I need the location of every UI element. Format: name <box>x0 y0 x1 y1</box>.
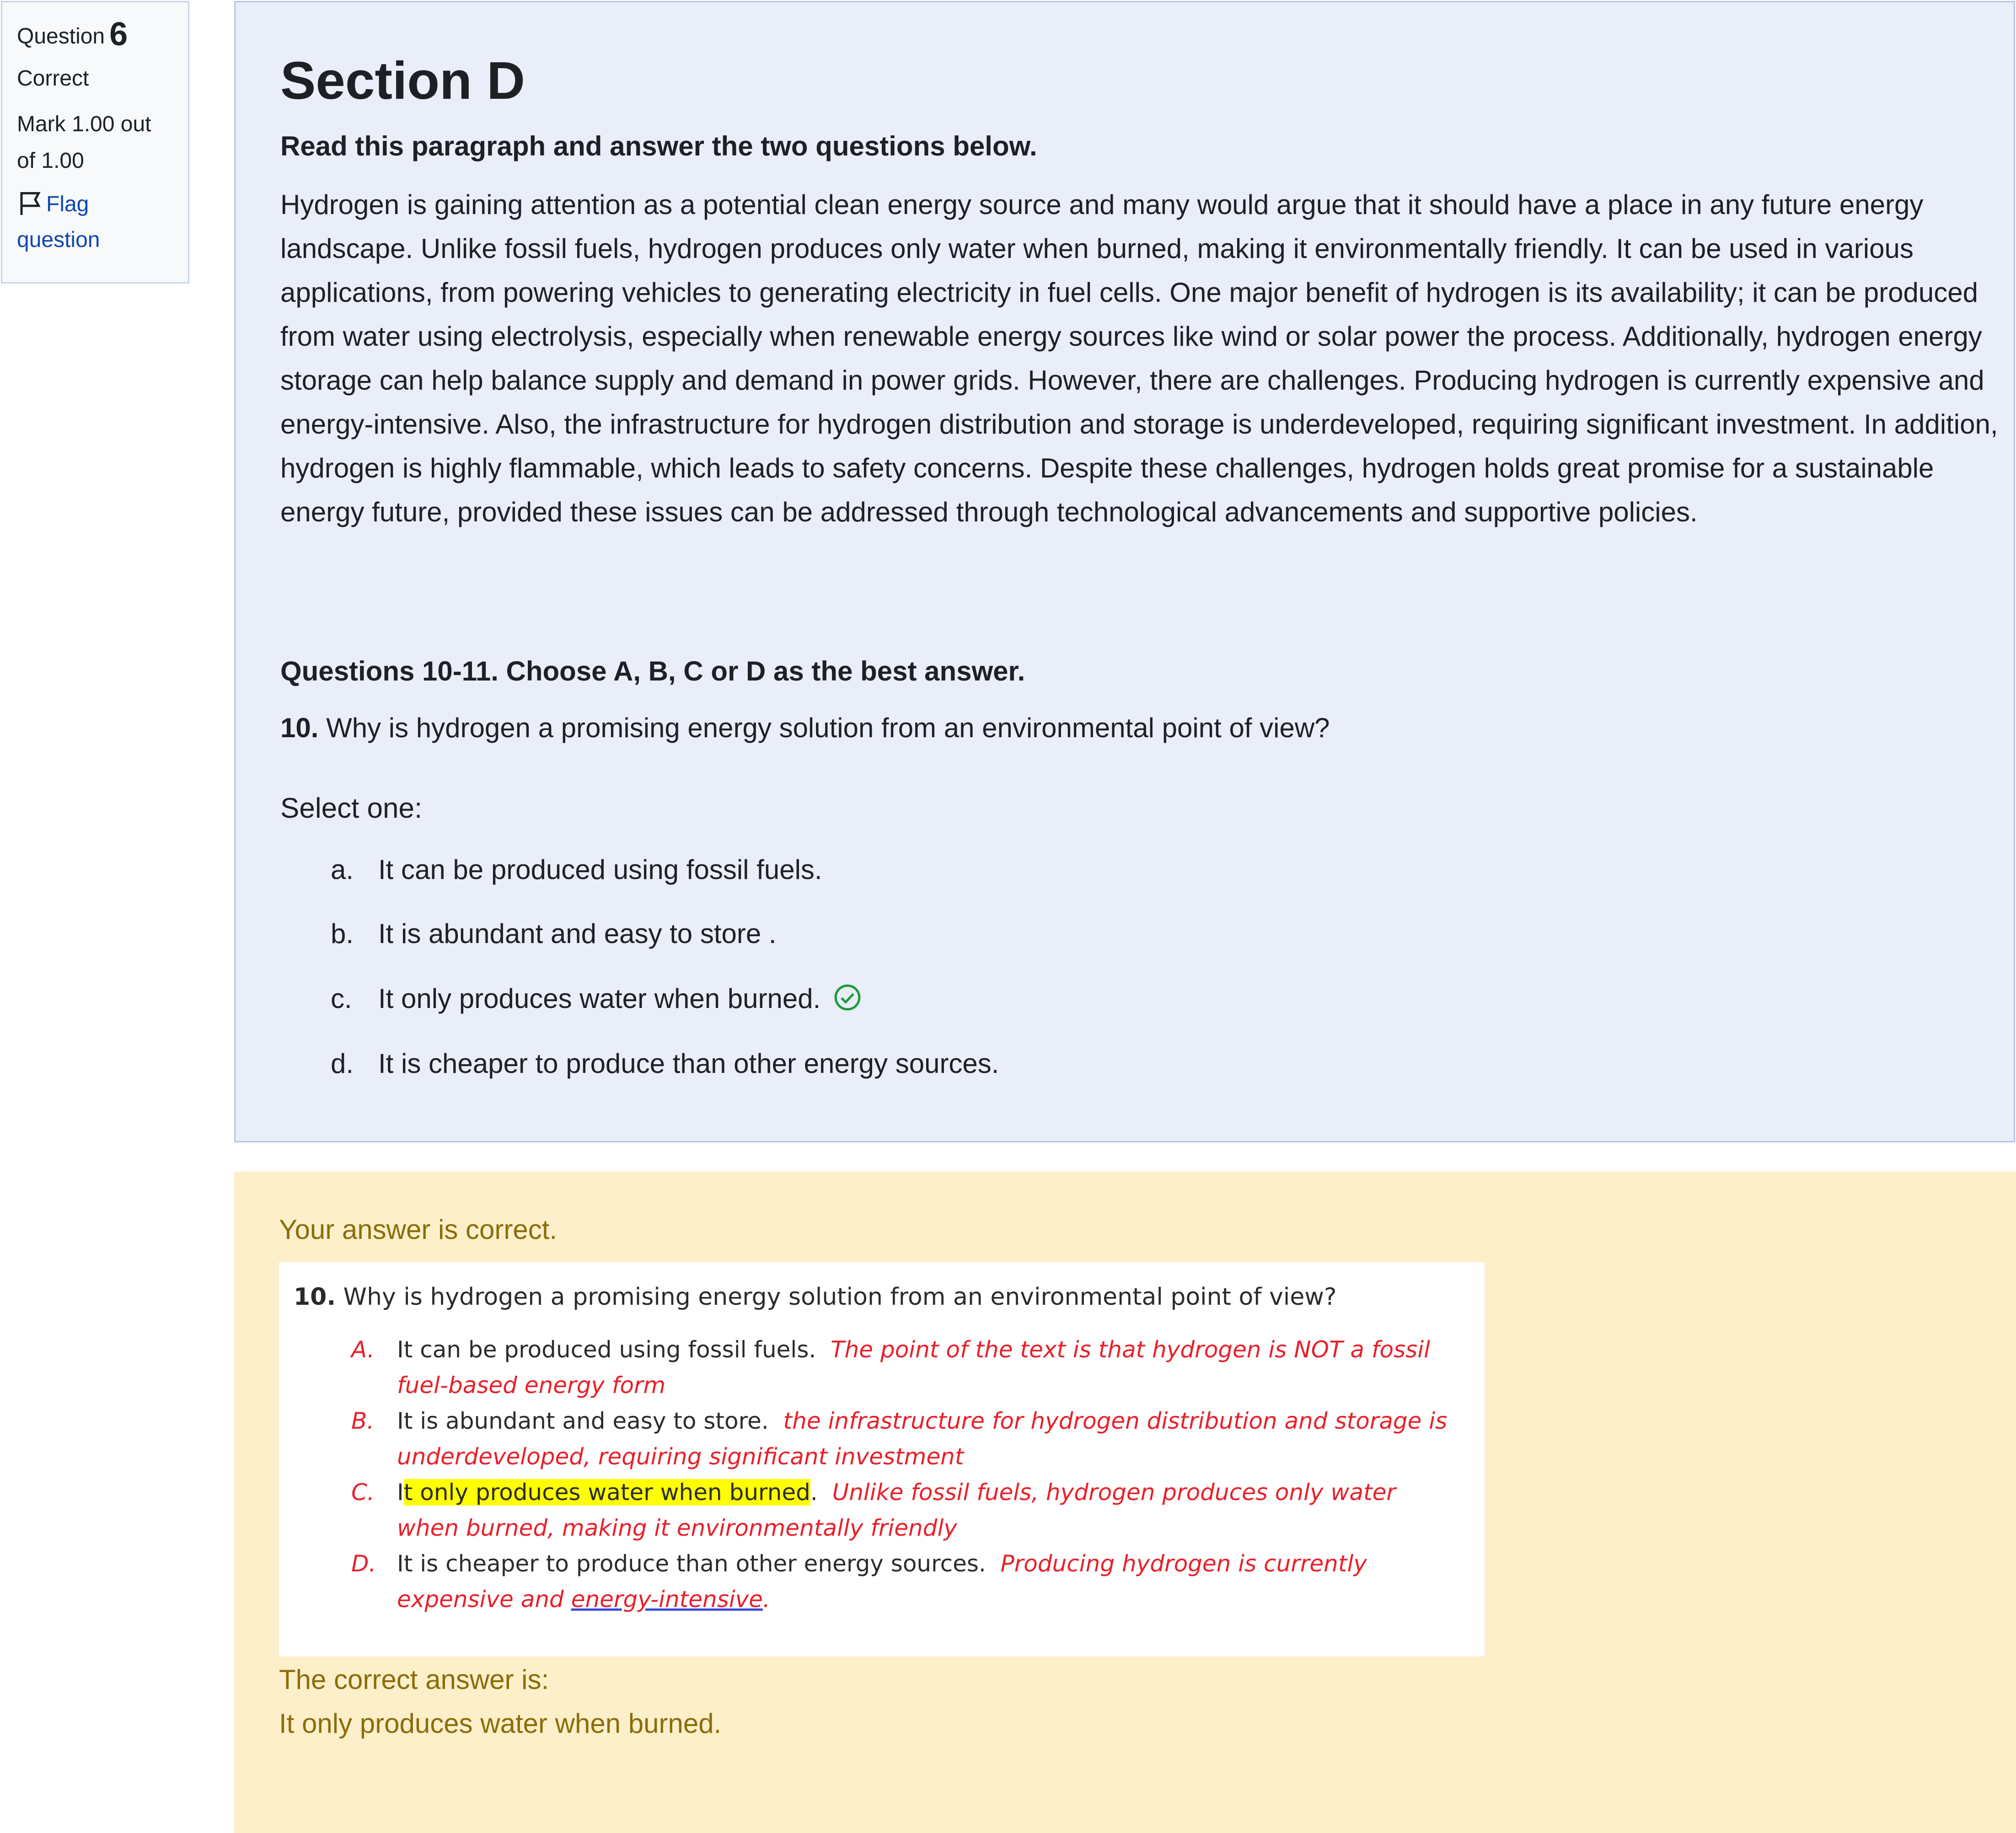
answer-option-letter: d. <box>331 1048 354 1079</box>
feedback-option-text-suffix: . <box>810 1479 818 1506</box>
question-text <box>280 707 1330 750</box>
reading-paragraph: Hydrogen is gaining attention as a potential clean energy source and many would argue that it should have a place in any future energy landscape. Unlike fossil fuels, hydrogen produces only water when burned, making it environmentally friendly. It can be used in various applications, from powering vehicles to generating electricity in fuel cells. One major benefit of hydrogen is its availability; it can be produced from water using electrolysis, especially when renewable energy sources like wind or solar power the process. Additionally, hydrogen energy storage can help balance supply and demand in power grids. However, there are challenges. Producing hydrogen is currently expensive and energy-intensive. Also, the infrastructure for hydrogen distribution and storage is underdeveloped, requiring significant investment. In addition, hydrogen is highly flammable, which leads to safety concerns. Despite these challenges, hydrogen holds great promise for a sustainable energy future, provided these issues can be addressed through technological advancements and supportive policies. <box>280 189 1998 527</box>
answer-option-text: It can be produced using fossil fuels. <box>378 854 822 885</box>
feedback-option-letter: C. <box>351 1479 375 1506</box>
feedback-question <box>294 1280 1336 1314</box>
question-state: Correct <box>17 66 89 91</box>
feedback-option-highlight: t only produces water when burned <box>403 1479 810 1506</box>
correct-answer-text: It only produces water when burned. <box>279 1708 722 1739</box>
question-grade: Mark 1.00 out of 1.00 <box>17 112 151 173</box>
feedback-message: Your answer is correct. <box>279 1214 558 1245</box>
flag-question-label: Flag question <box>17 192 100 252</box>
answer-option-a[interactable] <box>331 848 822 891</box>
check-circle-icon <box>833 983 862 1012</box>
feedback-option-text: It can be produced using fossil fuels. <box>397 1336 816 1363</box>
answer-option-c[interactable] <box>331 977 862 1020</box>
feedback-option-letter: A. <box>351 1336 375 1363</box>
feedback-option-comment: Unlike fossil fuels, hydrogen produces only water when burned, making it environmentally friendly <box>397 1479 1396 1541</box>
feedback-option-comment: the infrastructure for hydrogen distribution and storage is underdeveloped, requiring significant investment <box>397 1408 1448 1470</box>
feedback-option-letter: B. <box>351 1408 375 1434</box>
question-info-panel <box>1 1 189 284</box>
flag-question-link[interactable] <box>17 187 173 258</box>
select-one-label: Select one: <box>280 793 423 824</box>
feedback-option-text: It is abundant and easy to store. <box>397 1408 769 1434</box>
questions-heading: Questions 10-11. Choose A, B, C or D as the best answer. <box>280 656 1025 686</box>
question-text-number: 10. <box>280 713 319 743</box>
feedback-question-text: Why is hydrogen a promising energy solution from an environmental point of view? <box>343 1283 1337 1311</box>
section-title: Section D <box>280 51 525 110</box>
answer-option-text: It only produces water when burned. <box>378 983 821 1014</box>
answer-option-letter: b. <box>331 918 354 949</box>
question-label: Question <box>17 24 105 48</box>
feedback-option-letter: D. <box>351 1550 376 1577</box>
feedback-option-a <box>351 1332 1449 1403</box>
feedback-comment-underlined: energy-intensive <box>571 1586 763 1613</box>
feedback-option-comment: The point of the text is that hydrogen is NOT a fossil fuel-based energy form <box>397 1336 1430 1399</box>
feedback-explanation-image <box>279 1262 1485 1656</box>
question-content <box>234 1 2015 1142</box>
answer-option-d[interactable] <box>331 1042 999 1085</box>
answer-option-b[interactable] <box>331 912 777 955</box>
answer-option-letter: a. <box>331 854 354 885</box>
question-text-body: Why is hydrogen a promising energy solution from an environmental point of view? <box>326 713 1330 743</box>
feedback-option-b <box>351 1403 1449 1474</box>
feedback-option-c <box>351 1474 1449 1546</box>
feedback-option-text: It is cheaper to produce than other energy sources. <box>397 1550 986 1577</box>
feedback-comment-suffix: . <box>763 1586 770 1613</box>
answer-option-text: It is cheaper to produce than other energy sources. <box>378 1048 999 1079</box>
question-number <box>17 13 173 58</box>
answer-option-letter: c. <box>331 983 352 1014</box>
instruction-text: Read this paragraph and answer the two questions below. <box>280 131 1037 161</box>
feedback-option-text-prefix: I <box>397 1479 404 1506</box>
question-number-value: 6 <box>109 16 128 53</box>
feedback-option-d <box>351 1546 1449 1617</box>
feedback-question-number: 10. <box>294 1283 336 1311</box>
answer-option-text: It is abundant and easy to store . <box>378 918 777 949</box>
feedback-panel <box>234 1172 2016 1833</box>
flag-outline-icon <box>17 189 44 218</box>
feedback-comment-prefix: Producing hydrogen is currently expensive and <box>397 1550 1367 1613</box>
correct-answer-label: The correct answer is: <box>279 1664 549 1695</box>
